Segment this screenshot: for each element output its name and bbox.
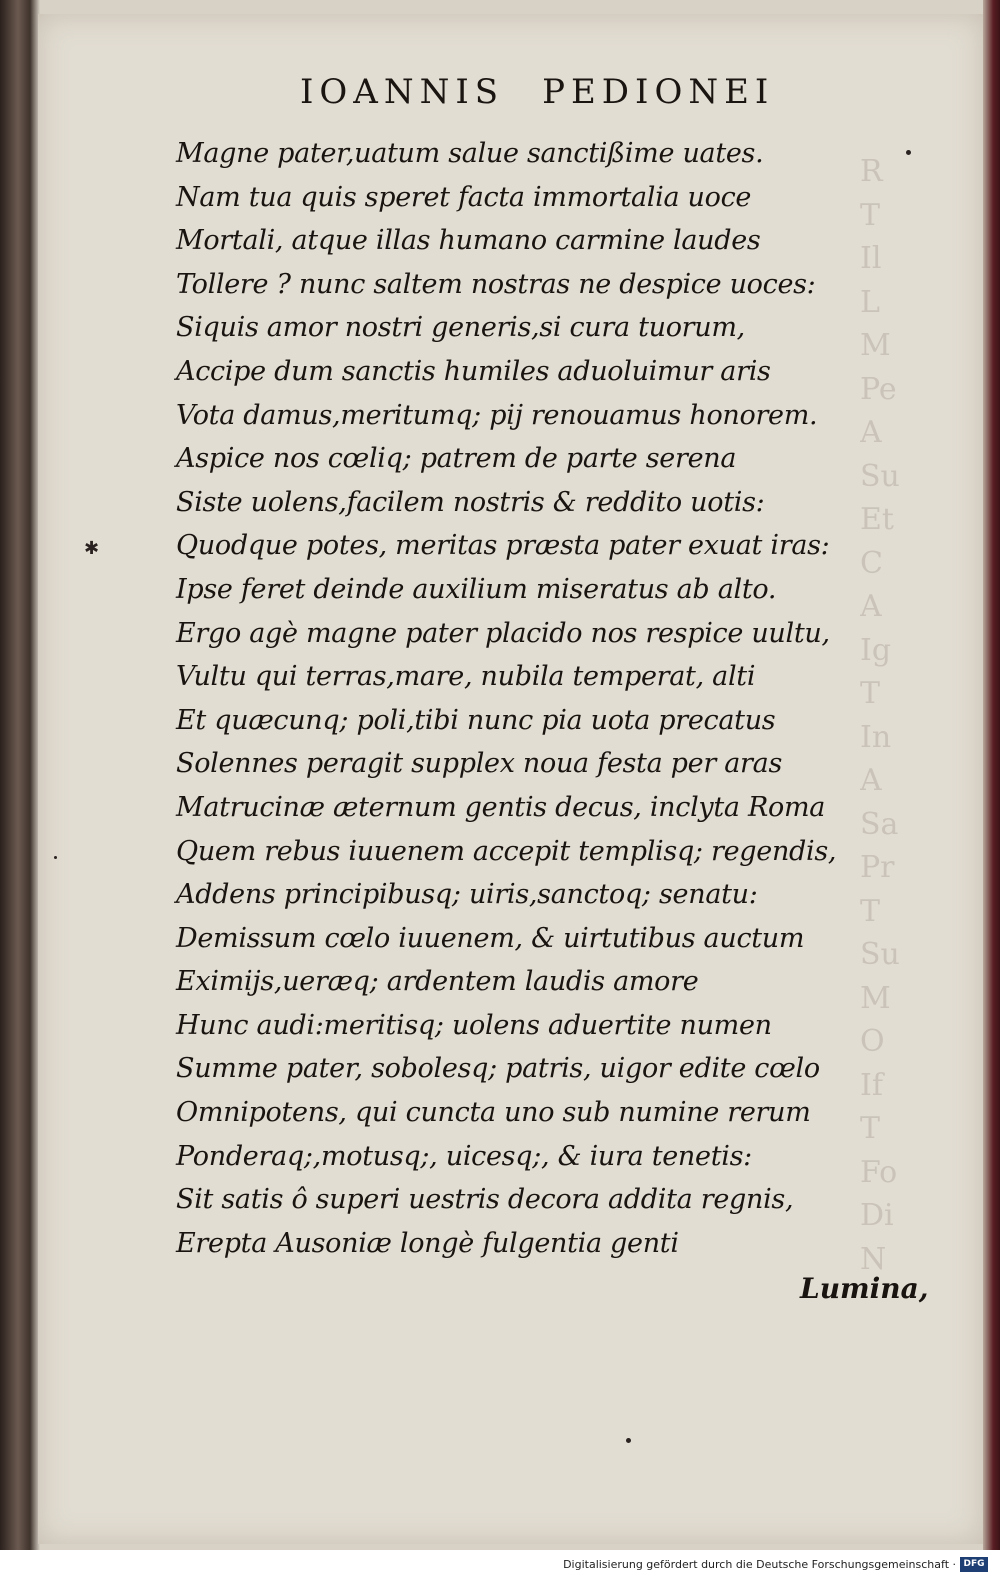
running-head-word-1: IOANNIS	[300, 72, 505, 112]
verse-line: Addens principibusq; uiris,sanctoq; senatu:	[176, 879, 758, 911]
verse-line: Matrucinæ æternum gentis decus, inclyta Roma	[176, 791, 826, 823]
verse-line: Aspice nos cœliq; patrem de parte serena	[176, 443, 737, 475]
funding-credit: Digitalisierung gefördert durch die Deutsche Forschungsgemeinschaft ·	[563, 1558, 956, 1571]
marginal-mark: ✱	[84, 538, 100, 559]
verse-line: Tollere ? nunc saltem nostras ne despice uoces:	[176, 268, 816, 300]
verse-line: Omnipotens, qui cuncta uno sub numine rerum	[176, 1097, 811, 1129]
verse-line: Ipse feret deinde auxilium miseratus ab alto.	[176, 573, 777, 605]
verse-line: Mortali, atque illas humano carmine laudes	[176, 225, 761, 257]
verse-line: Siquis amor nostri generis,si cura tuorum,	[176, 312, 745, 344]
running-head-word-2: PEDIONEI	[542, 72, 775, 112]
verse-line: Siste uolens,facilem nostris & reddito uotis:	[176, 486, 765, 518]
verse-line: Quodque potes, meritas præsta pater exuat iras:	[176, 530, 830, 562]
verse-line: Demissum cœlo iuuenem, & uirtutibus auctum	[176, 922, 805, 954]
verse-line: Solennes peragit supplex noua festa per aras	[176, 748, 782, 780]
ink-speck	[906, 150, 911, 155]
book-edge	[983, 0, 1000, 1550]
verse-line: Summe pater, sobolesq; patris, uigor edite cœlo	[176, 1053, 820, 1085]
verse-line: Magne pater,uatum salue sanctißime uates.	[176, 138, 764, 169]
verse-line: Quem rebus iuuenem accepit templisq; regendis,	[176, 835, 837, 867]
verse-block	[176, 132, 856, 1265]
running-head	[300, 72, 780, 112]
verse-line: Erepta Ausoniæ longè fulgentia genti	[176, 1227, 679, 1259]
verse-line: Et quæcunq; poli,tibi nunc pia uota precatus	[176, 704, 776, 736]
verse-line: Vota damus,meritumq; pij renouamus honorem.	[176, 399, 818, 431]
ink-speck	[54, 856, 57, 859]
dfg-logo: DFG	[960, 1557, 988, 1572]
verse-line: Nam tua quis speret facta immortalia uoce	[176, 181, 752, 213]
ink-speck	[626, 1438, 631, 1443]
verse-line: Eximijs,ueræq; ardentem laudis amore	[176, 966, 699, 998]
verse-line: Ponderaq;,motusq;, uicesq;, & iura tenetis:	[176, 1140, 752, 1172]
digitization-footer	[0, 1550, 1000, 1581]
verse-line: Accipe dum sanctis humiles aduoluimur aris	[176, 355, 771, 387]
catchword: Lumina,	[800, 1272, 929, 1305]
verse-line: Vultu qui terras,mare, nubila temperat, alti	[176, 661, 756, 693]
verse-line: Sit satis ô superi uestris decora addita regnis,	[176, 1184, 794, 1216]
show-through-text: R T Il L M Pe A Su Et C A Ig T In A Sa Pr T Su M O If T Fo Di N	[860, 154, 900, 1277]
verse-line: Hunc audi:meritisq; uolens aduertite numen	[176, 1009, 772, 1041]
verse-line: Ergo agè magne pater placido nos respice uultu,	[176, 617, 830, 649]
